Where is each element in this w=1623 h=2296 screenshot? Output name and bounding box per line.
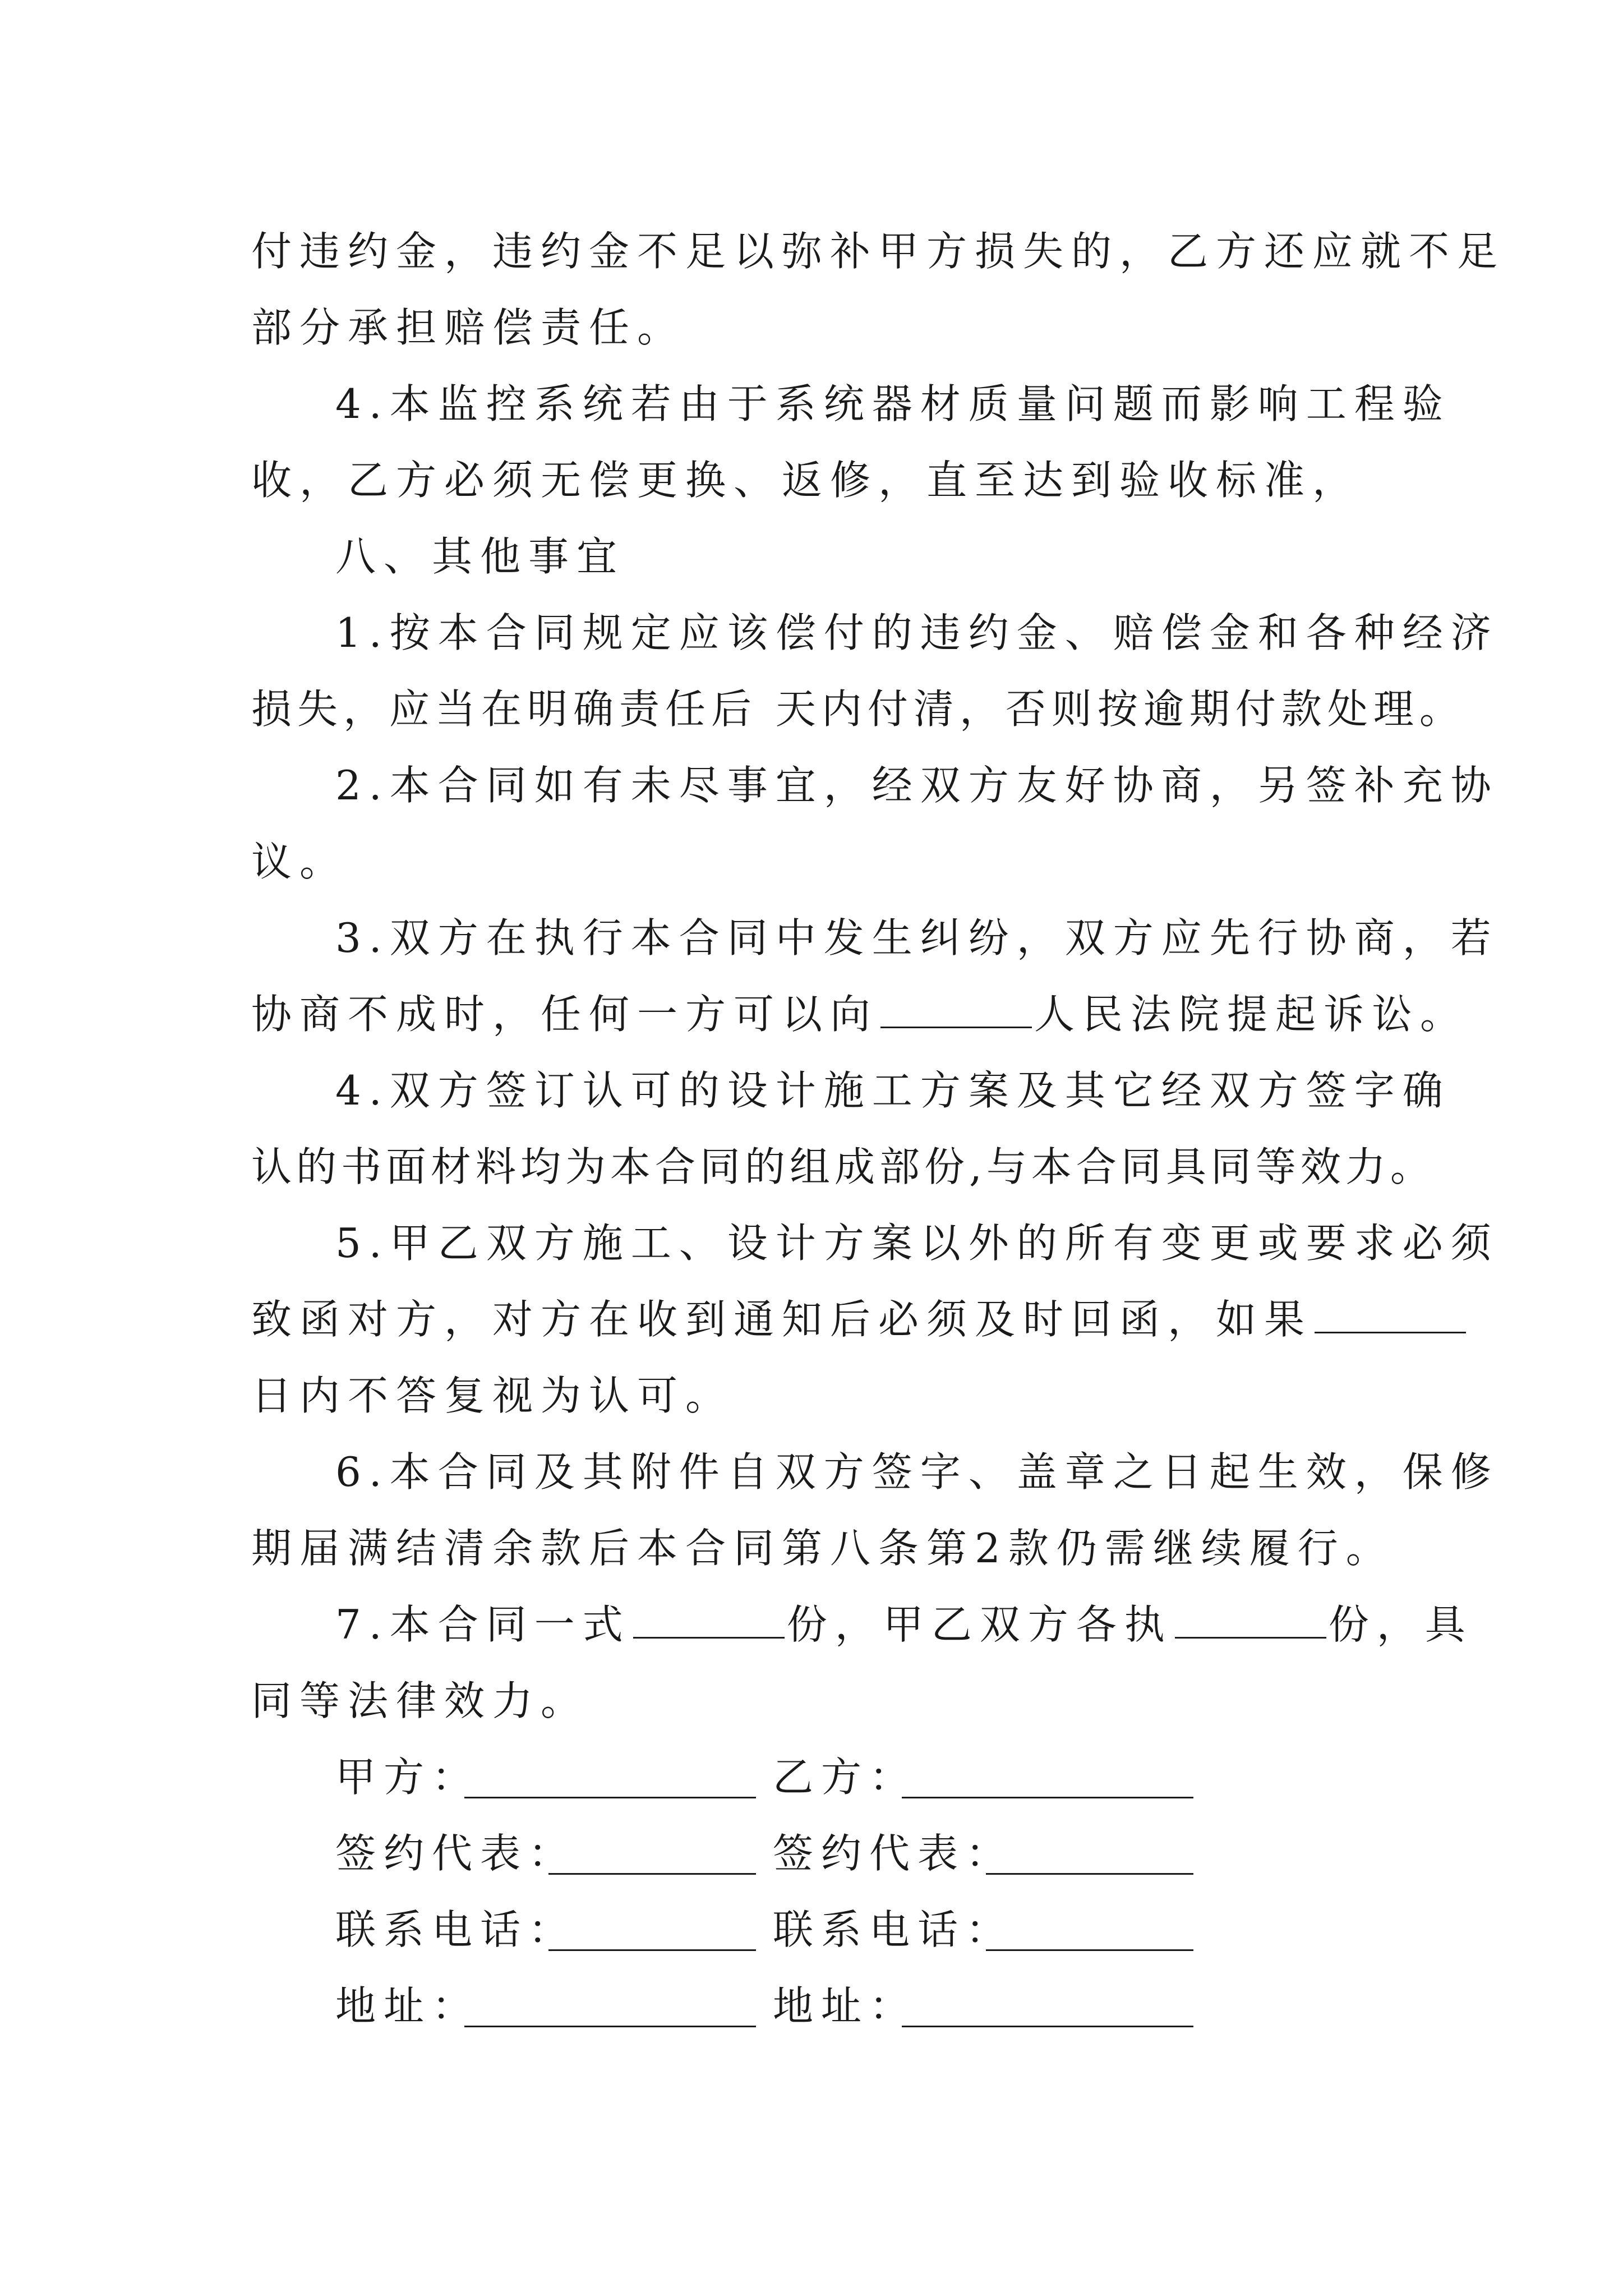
paragraph-line: 损失，应当在明确责任后 天内付清，否则按逾期付款处理。 — [251, 685, 1465, 733]
signature-row-phone — [335, 1892, 1289, 1968]
reply-days-blank-field[interactable] — [1315, 1296, 1466, 1333]
phone-a-blank-field[interactable] — [548, 1949, 756, 1951]
paragraph-text: 致函对方，对方在收到通知后必须及时回函，如果 — [251, 1296, 1313, 1343]
paragraph-line: 收，乙方必须无偿更换、返修，直至达到验收标准， — [251, 457, 1361, 504]
paragraph-line: 同等法律效力。 — [251, 1677, 589, 1724]
signature-row-representative — [335, 1815, 1289, 1892]
addr-b-label: 地址： — [773, 1982, 918, 2030]
paragraph-text: 7.本合同一式 — [335, 1601, 631, 1648]
paragraph-text: 份，具 — [1328, 1601, 1473, 1648]
paragraph-text: 人民法院提起诉讼。 — [1034, 991, 1469, 1038]
phone-b-blank-field[interactable] — [986, 1949, 1193, 1951]
party-b-blank-field[interactable] — [902, 1797, 1193, 1798]
addr-a-blank-field[interactable] — [464, 2026, 756, 2027]
paragraph-line: 付违约金，违约金不足以弥补甲方损失的，乙方还应就不足 — [251, 228, 1506, 275]
paragraph-line: 4.本监控系统若由于系统器材质量问题而影响工程验 — [335, 380, 1451, 427]
signature-row-address — [335, 1968, 1289, 2044]
paragraph-line: 2.本合同如有未尽事宜，经双方友好协商，另签补充协 — [335, 762, 1499, 809]
addr-a-label: 地址： — [335, 1982, 481, 2030]
paragraph-line: 4.双方签订认可的设计施工方案及其它经双方签字确 — [335, 1067, 1451, 1114]
paragraph-line — [251, 1586, 1473, 1663]
paragraph-line: 认的书面材料均为本合同的组成部份,与本合同具同等效力。 — [251, 1143, 1435, 1190]
paragraph-line: 期届满结清余款后本合同第八条第2款仍需继续履行。 — [251, 1525, 1394, 1572]
court-blank-field[interactable] — [880, 991, 1032, 1028]
party-a-label: 甲方： — [335, 1754, 481, 1801]
paragraph-line: 3.双方在执行本合同中发生纠纷，双方应先行协商，若 — [335, 914, 1499, 961]
phone-b-label: 联系电话： — [773, 1906, 1015, 1953]
paragraph-line — [251, 1281, 1390, 1358]
paragraph-line: 部分承担赔偿责任。 — [251, 304, 686, 351]
party-b-label: 乙方： — [773, 1754, 918, 1801]
paragraph-line: 6.本合同及其附件自双方签字、盖章之日起生效，保修 — [335, 1448, 1499, 1496]
paragraph-line — [251, 976, 1469, 1052]
paragraph-text: 协商不成时，任何一方可以向 — [251, 991, 879, 1038]
rep-b-label: 签约代表： — [773, 1830, 1015, 1877]
copies-each-blank-field[interactable] — [1175, 1601, 1326, 1639]
signature-row-party — [335, 1739, 1289, 1815]
rep-a-label: 签约代表： — [335, 1830, 577, 1877]
paragraph-line: 日内不答复视为认可。 — [251, 1372, 734, 1419]
addr-b-blank-field[interactable] — [902, 2026, 1193, 2027]
phone-a-label: 联系电话： — [335, 1906, 577, 1953]
rep-b-blank-field[interactable] — [986, 1873, 1193, 1875]
copies-total-blank-field[interactable] — [633, 1601, 785, 1639]
paragraph-line: 议。 — [251, 838, 348, 885]
section-title: 八、其他事宜 — [335, 533, 625, 580]
paragraph-line: 1.按本合同规定应该偿付的违约金、赔偿金和各种经济 — [335, 609, 1499, 656]
contract-body — [251, 213, 1506, 1739]
party-a-blank-field[interactable] — [464, 1797, 756, 1798]
paragraph-line: 5.甲乙双方施工、设计方案以外的所有变更或要求必须 — [335, 1220, 1499, 1267]
paragraph-text: 份，甲乙双方各执 — [786, 1601, 1173, 1648]
rep-a-blank-field[interactable] — [548, 1873, 756, 1875]
